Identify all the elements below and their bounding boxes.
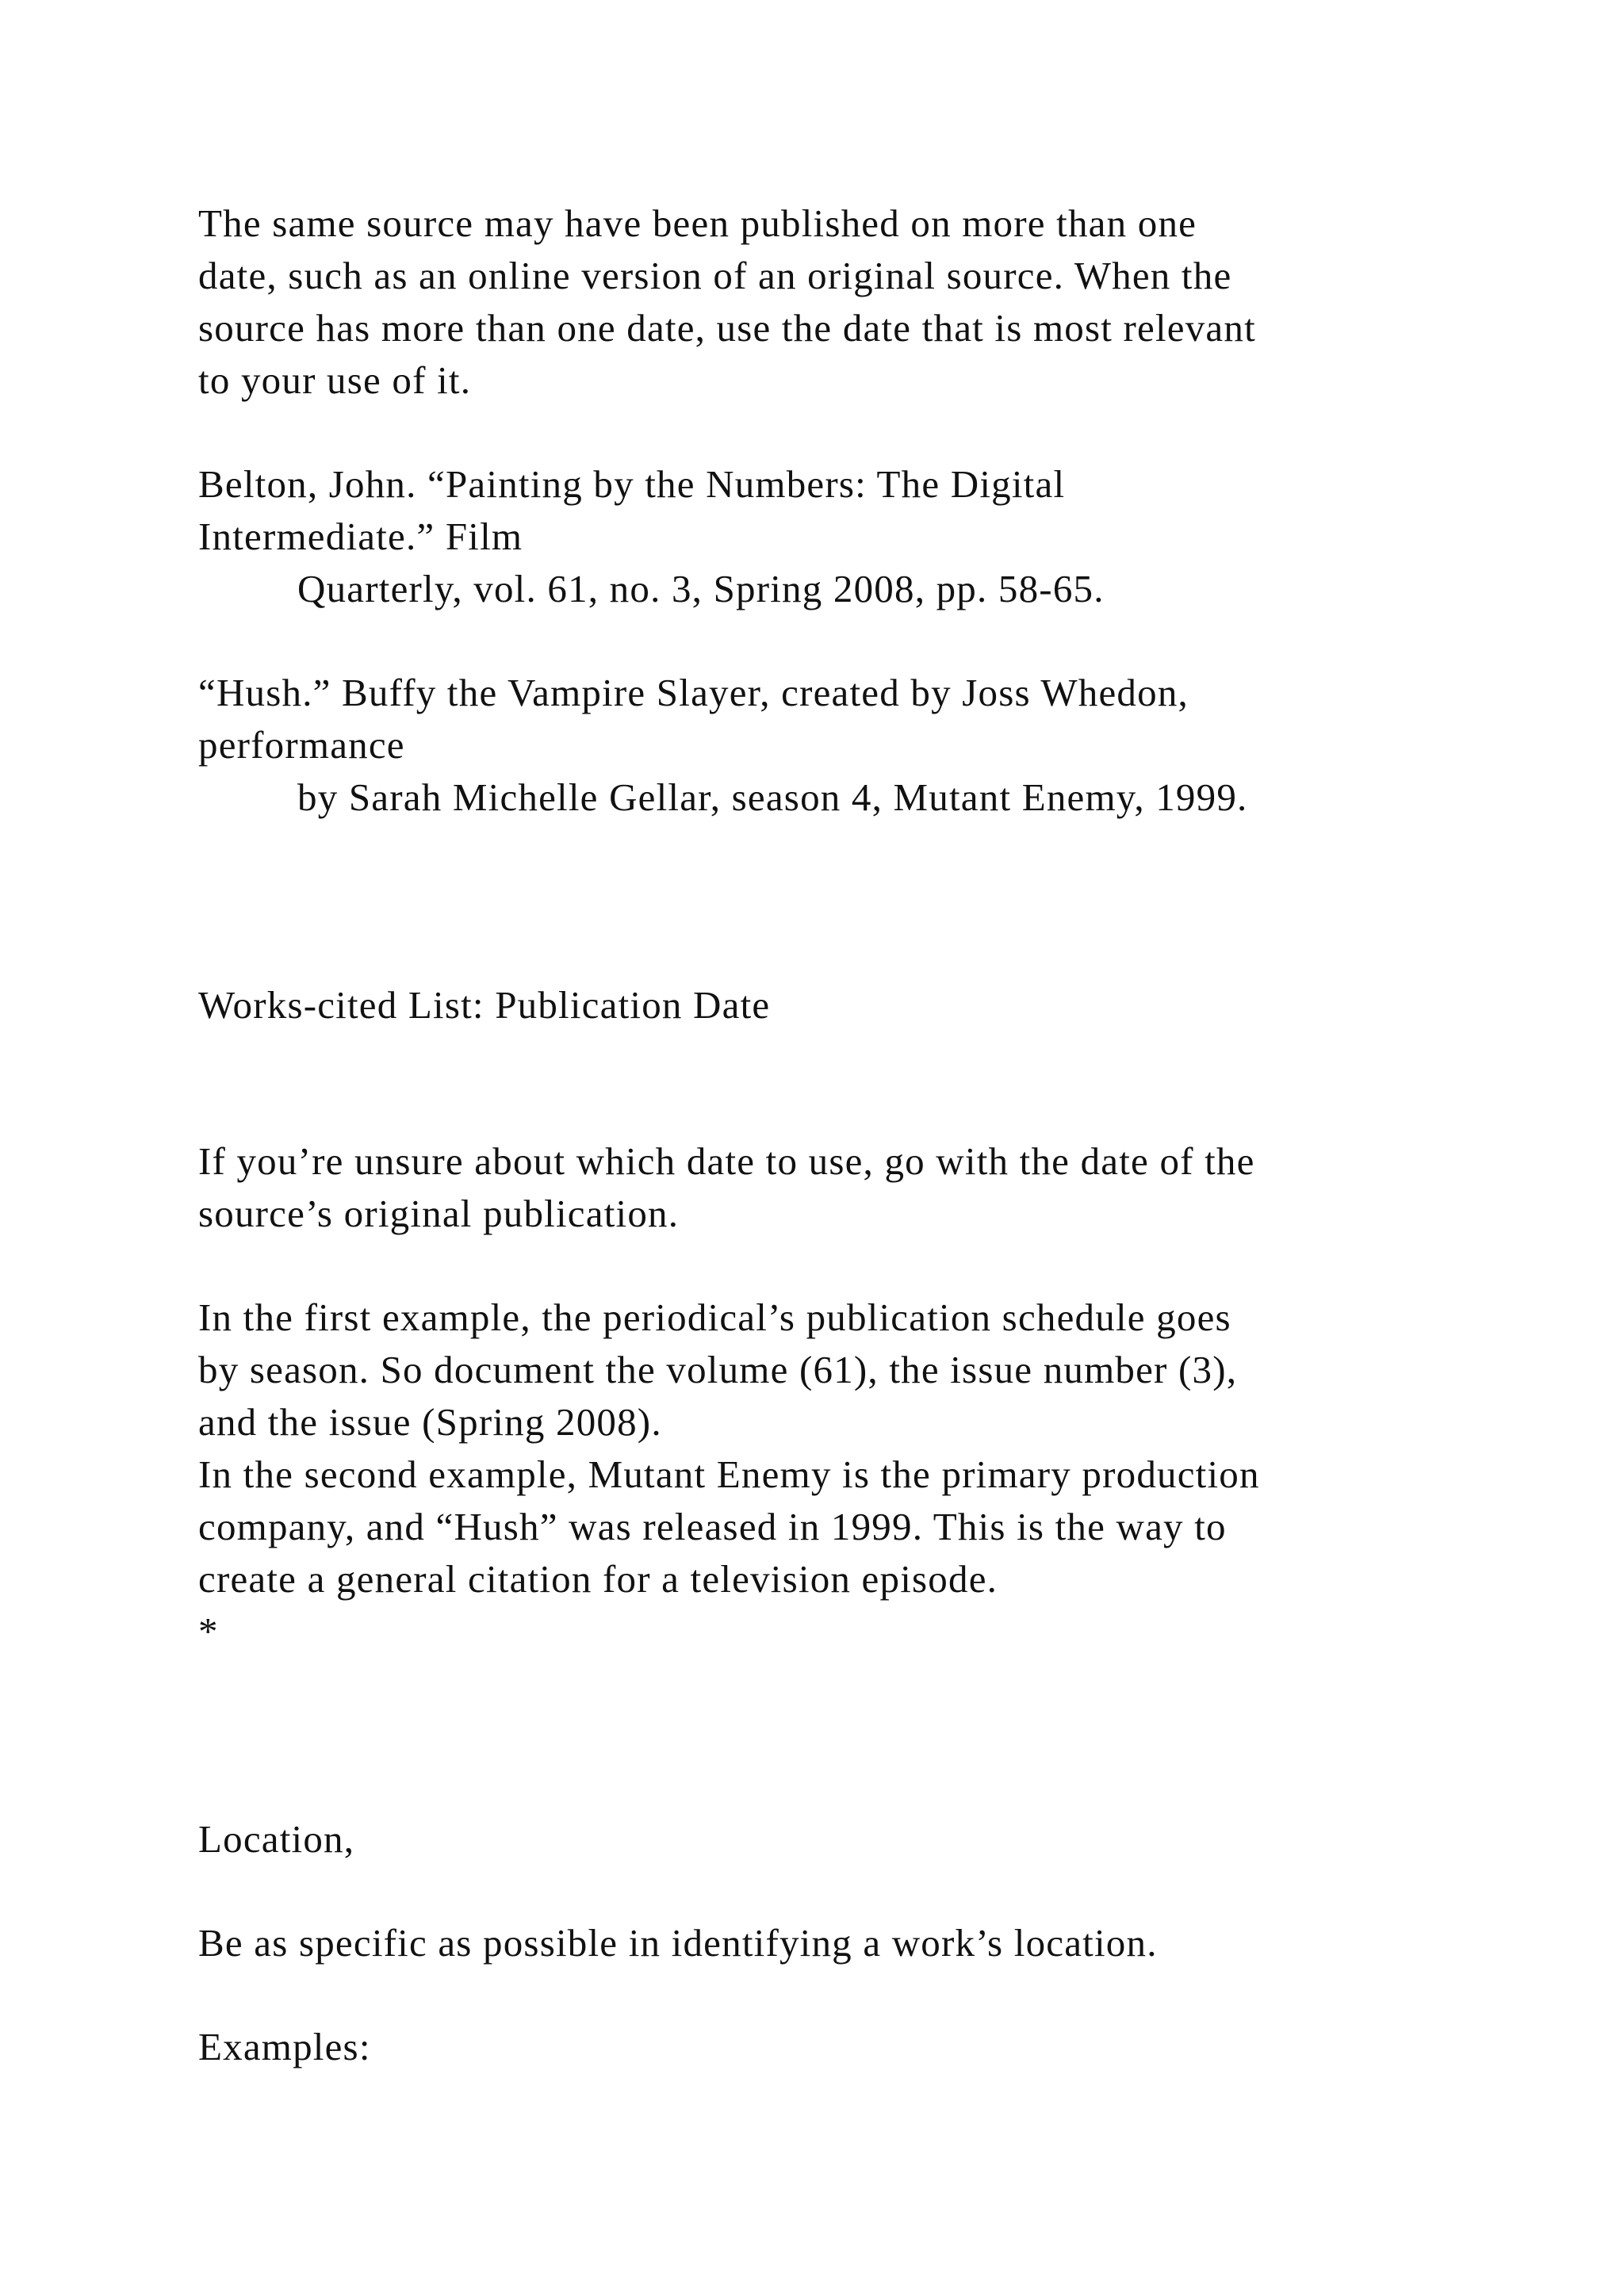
intro-paragraph-line-2: date, such as an online version of an original source. When the (198, 254, 1232, 297)
location-paragraph: Be as specific as possible in identifying a work’s location. (198, 1921, 1158, 1965)
unsure-paragraph-line-2: source’s original publication. (198, 1192, 680, 1235)
first-example-line-3: and the issue (Spring 2008). (198, 1400, 662, 1444)
first-example-line-2: by season. So document the volume (61), the issue number (3), (198, 1348, 1238, 1391)
section-heading-location: Location, (198, 1817, 355, 1861)
asterisk-marker: * (198, 1609, 219, 1653)
citation-belton-line-2: Intermediate.” Film (198, 515, 523, 558)
examples-label: Examples: (198, 2025, 371, 2068)
intro-paragraph-line-4: to your use of it. (198, 358, 472, 402)
intro-paragraph-line-1: The same source may have been published on more than one (198, 201, 1197, 245)
section-heading-publication-date: Works-cited List: Publication Date (198, 983, 771, 1027)
second-example-line-1: In the second example, Mutant Enemy is the primary production (198, 1452, 1260, 1496)
second-example-line-2: company, and “Hush” was released in 1999. This is the way to (198, 1505, 1227, 1548)
unsure-paragraph-line-1: If you’re unsure about which date to use, go with the date of the (198, 1139, 1255, 1183)
second-example-line-3: create a general citation for a television episode. (198, 1557, 998, 1601)
citation-hush-line-2: performance (198, 723, 405, 767)
citation-belton-line-3: Quarterly, vol. 61, no. 3, Spring 2008, pp. 58-65. (297, 567, 1105, 610)
intro-paragraph-line-3: source has more than one date, use the date that is most relevant (198, 306, 1256, 350)
first-example-line-1: In the first example, the periodical’s publication schedule goes (198, 1295, 1231, 1339)
citation-belton-line-1: Belton, John. “Painting by the Numbers: The Digital (198, 462, 1066, 506)
citation-hush-line-3: by Sarah Michelle Gellar, season 4, Mutant Enemy, 1999. (297, 775, 1248, 819)
citation-hush-line-1: “Hush.” Buffy the Vampire Slayer, created by Joss Whedon, (198, 671, 1189, 714)
